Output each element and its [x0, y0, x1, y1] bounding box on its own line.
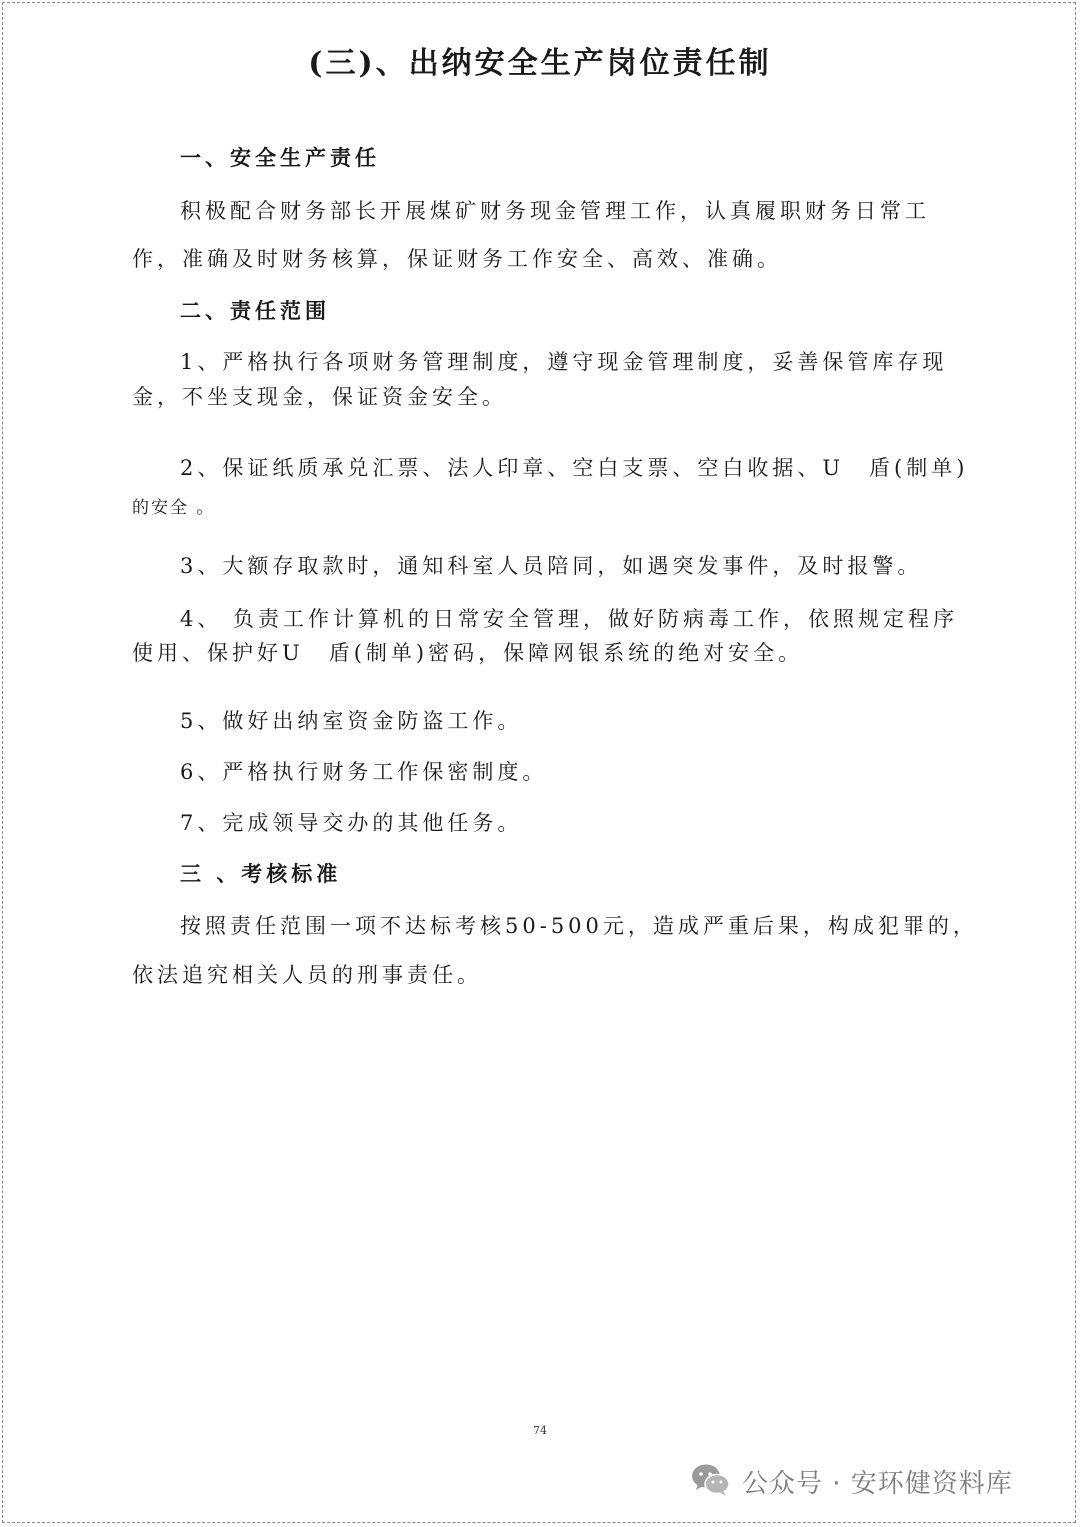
list-item-2-cont: 的安全 。	[132, 498, 216, 518]
watermark-text: 公众号 · 安环健资料库	[742, 1469, 1013, 1499]
paragraph-line: 积极配合财务部长开展煤矿财务现金管理工作，认真履职财务日常工	[180, 199, 930, 223]
list-item-7: 7、完成领导交办的其他任务。	[180, 811, 523, 835]
watermark	[690, 1459, 1060, 1503]
document-title: (三)、出纳安全生产岗位责任制	[308, 46, 772, 81]
wechat-icon	[690, 1461, 732, 1499]
list-item-5: 5、做好出纳室资金防盗工作。	[180, 709, 523, 733]
list-item-3: 3、大额存取款时，通知科室人员陪同，如遇突发事件，及时报警。	[180, 554, 923, 578]
section-heading-3: 三 、考核标准	[180, 861, 342, 886]
page-number: 74	[533, 1424, 547, 1437]
list-item-1-cont: 金，不坐支现金，保证资金安全。	[132, 385, 507, 409]
section-heading-2: 二、责任范围	[180, 298, 330, 323]
list-item-2: 2、保证纸质承兑汇票、法人印章、空白支票、空白收据、U 盾(制单)	[180, 456, 969, 480]
list-item-6: 6、严格执行财务工作保密制度。	[180, 760, 548, 784]
section-heading-1: 一、安全生产责任	[180, 145, 380, 170]
paragraph-line: 依法追究相关人员的刑事责任。	[132, 963, 482, 987]
list-item-4-cont: 使用、保护好U 盾(制单)密码，保障网银系统的绝对安全。	[132, 641, 804, 665]
list-item-1: 1、严格执行各项财务管理制度，遵守现金管理制度，妥善保管库存现	[180, 350, 948, 374]
paragraph-line: 作，准确及时财务核算，保证财务工作安全、高效、准确。	[132, 247, 782, 271]
paragraph-line: 按照责任范围一项不达标考核50-500元，造成严重后果，构成犯罪的，	[180, 914, 978, 938]
list-item-4: 4、 负责工作计算机的日常安全管理，做好防病毒工作，依照规定程序	[180, 607, 959, 631]
